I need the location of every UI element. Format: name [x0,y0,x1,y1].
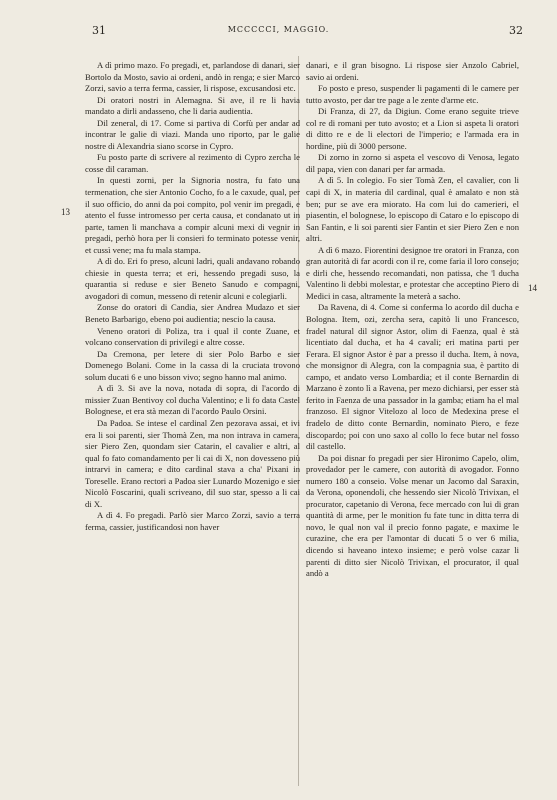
paragraph: A dì 4. Fo pregadi. Parlò sier Marco Zorzi, savio a terra ferma, cassier, justificandosi non haver [85,510,300,532]
paragraph: A dì 6 mazo. Fiorentini designoe tre oratori in Franza, con gran autorità di far acordi con il re, come faria il loro consejo; e dirli che, hessendo recomandati, non patissa, che 'l ducha Valentino li debbi molestar, e protestar che acceptino Piero di Medici in casa, altramente la meterà a sacho. [306,244,519,301]
paragraph: A dì 5. In colegio. Fo sier Tomà Zen, el cavalier, con li capi di X, in materia dil cardinal, qual è amalato e non stà ben; pur se ave era miorato. Ha com lui do camerieri, el piasentin, el bolognese, lo episcopo di Cataro e lo episcopo di San Fantin, e li soi parenti sier Fantin et sier Piero Zen e non altri. [306,175,519,244]
right-margin-number: 14 [528,283,537,293]
paragraph: danari, e il gran bisogno. Li rispose sier Anzolo Cabriel, savio ai ordeni. [306,60,519,82]
paragraph: Di zorno in zorno si aspeta el vescovo di Venosa, legato dil papa, vien con danari per far armada. [306,152,519,174]
paragraph: Da poi disnar fo pregadi per sier Hironimo Capelo, olim, provedador per le camere, con autorità di avogador. Fonno numero 180 a conseio. Volse menar un Jacomo dal Saraxin, da Verona, oponendoli, che hessendo sier Nicolò Trivixan, el procurator, capetanio di Verona, fece mercado con lui di gran quantità di arme, per le monition fu fate tunc in ditta terra di novo, le qual non val il precio fonno pagate, e maxime le curazine, che era per l'amontar di ducati 5 o ver 6 milia, dicendo si haveano intexo insieme; e però volse cazar li parenti di ditto sier Nicolò Trivixan, el procurator, il qual andò a [306,452,519,579]
paragraph: Veneno oratori di Poliza, tra i qual il conte Zuane, et volcano conservation di privilegi e altre cosse. [85,325,300,348]
paragraph: Di Franza, di 27, da Digiun. Come erano seguite trieve col re di romani per tuto avosto; et a Lion si aspeta li oratori di ditto re e de li electori de l'imperio; e l'armada era in hordine, più di 3000 persone. [306,106,519,151]
running-title: MCCCCCI, MAGGIO. [227,25,330,34]
paragraph: Fu posto parte di scrivere al rezimento di Cypro zercha le cosse dil caraman. [85,152,300,174]
paragraph: A dì 3. Si ave la nova, notada di sopra, di l'acordo di missier Zuan Bentivoy col ducha Valentino; e li fo data Castel Bolognese, et era stà mezan di l'acordo Paulo Orsini. [85,383,300,417]
page-header [0,24,557,40]
left-column [85,60,300,533]
paragraph: Da Ravena, di 4. Come si conferma lo acordo dil ducha e Bologna. Item, ozi, zercha sera, capitò li uno Francesco, fradel natural dil signor Astor, olim di Faenza, qual è stà licentiato dal ducha, et ha 4 cavali; eri matina parti per Ferara. El signor Astor è par a presso il ducha. Item, à nova, che monsignor di Alegra, con la compagnia sua, è partito di campo, et andato verso Lombardia; et il conte Bernardin di Marzano è zonto lì a Ravena, per mezo dichiarsi, per esser stà ferito in Faenza de una passador in la gamba; etiam ha el mal franzoso. El signor Vitelozo al loco de Medexina prese el fradelo de ditto conte Bernardin, nominato Piero, e feze discopardo; poi con uno saxo al collo lo fece butar nel fosso dil castello. [306,302,519,452]
left-page-number: 31 [92,24,106,37]
paragraph: Zonse do oratori di Candia, sier Andrea Mudazo et sier Beneto Barbarigo, ebeno poi audientia; nescio la causa. [85,302,300,325]
right-page-number: 32 [509,24,523,37]
paragraph: Di oratori nostri in Alemagna. Si ave, il re li havia mandato a dirli andasseno, che li daria audientia. [85,94,300,117]
paragraph: In questi zorni, per la Signoria nostra, fu fato una termenation, che sier Antonio Cocho, fo a le caxude, qual, per il suo officio, do anni da poi compito, pol venir im pregadi, e atento el fusse intromesso per certa causa, et condanato ut in parte, tamen li manchava a compir alcuni mexi di vegnir in pregadi, perhò hora per li consieri fo terminato potesse venir, et cussì vene; ma fu mala stampa. [85,175,300,255]
paragraph: Da Padoa. Se intese el cardinal Zen pezorava assai, et ivi era li soi parenti, sier Thomà Zen, ma non intrava in camera, sier Piero Zen, quondam sier Catarin, el cavalier e altri, al qual fo fato comandamento per li cai di X, non dovesseno più intrarvi in camera; e dito cardinal stava a cha' Pixani in Toreselle. Erano rectori a Padoa sier Lunardo Mozenigo e sier Nicolò Foscarini, quali scriveano, dil suo star, spesso a li cai di X. [85,417,300,509]
paragraph: Fo posto e preso, suspender li pagamenti di le camere per tutto avosto, per dar tre page a le zente d'arme etc. [306,83,519,105]
right-column [306,60,519,580]
paragraph: A dì primo mazo. Fo pregadi, et, parlandose di danari, sier Bortolo da Mosto, savio ai ordeni, andò in renga; e sier Marco Zorzi, savio a terra ferma, cassier, li rispose, excusandosi etc. [85,60,300,94]
paragraph: Da Cremona, per letere di sier Polo Barbo e sier Domenego Bolani. Come in la cassa di la cruciata trovono solum ducati 6 e uno bisson vivo; segno hanno mal animo. [85,348,300,382]
left-margin-number: 13 [61,207,70,217]
paragraph: A dì do. Eri fo preso, alcuni ladri, quali andavano robando chiesie in questa terra; et eri, hessendo pregadi suso, la quarantia si reduse e sier Beneto Sanudo e compagni, avogadori di comun, messeno di retenir alcuni e colegiarli. [85,256,300,301]
paragraph: Dil zeneral, di 17. Come si partiva di Corfù per andar ad incontrar le galie di viazi. Manda uno riporto, par le galie nostre di Alexandria siano scorse in Cypro. [85,117,300,151]
